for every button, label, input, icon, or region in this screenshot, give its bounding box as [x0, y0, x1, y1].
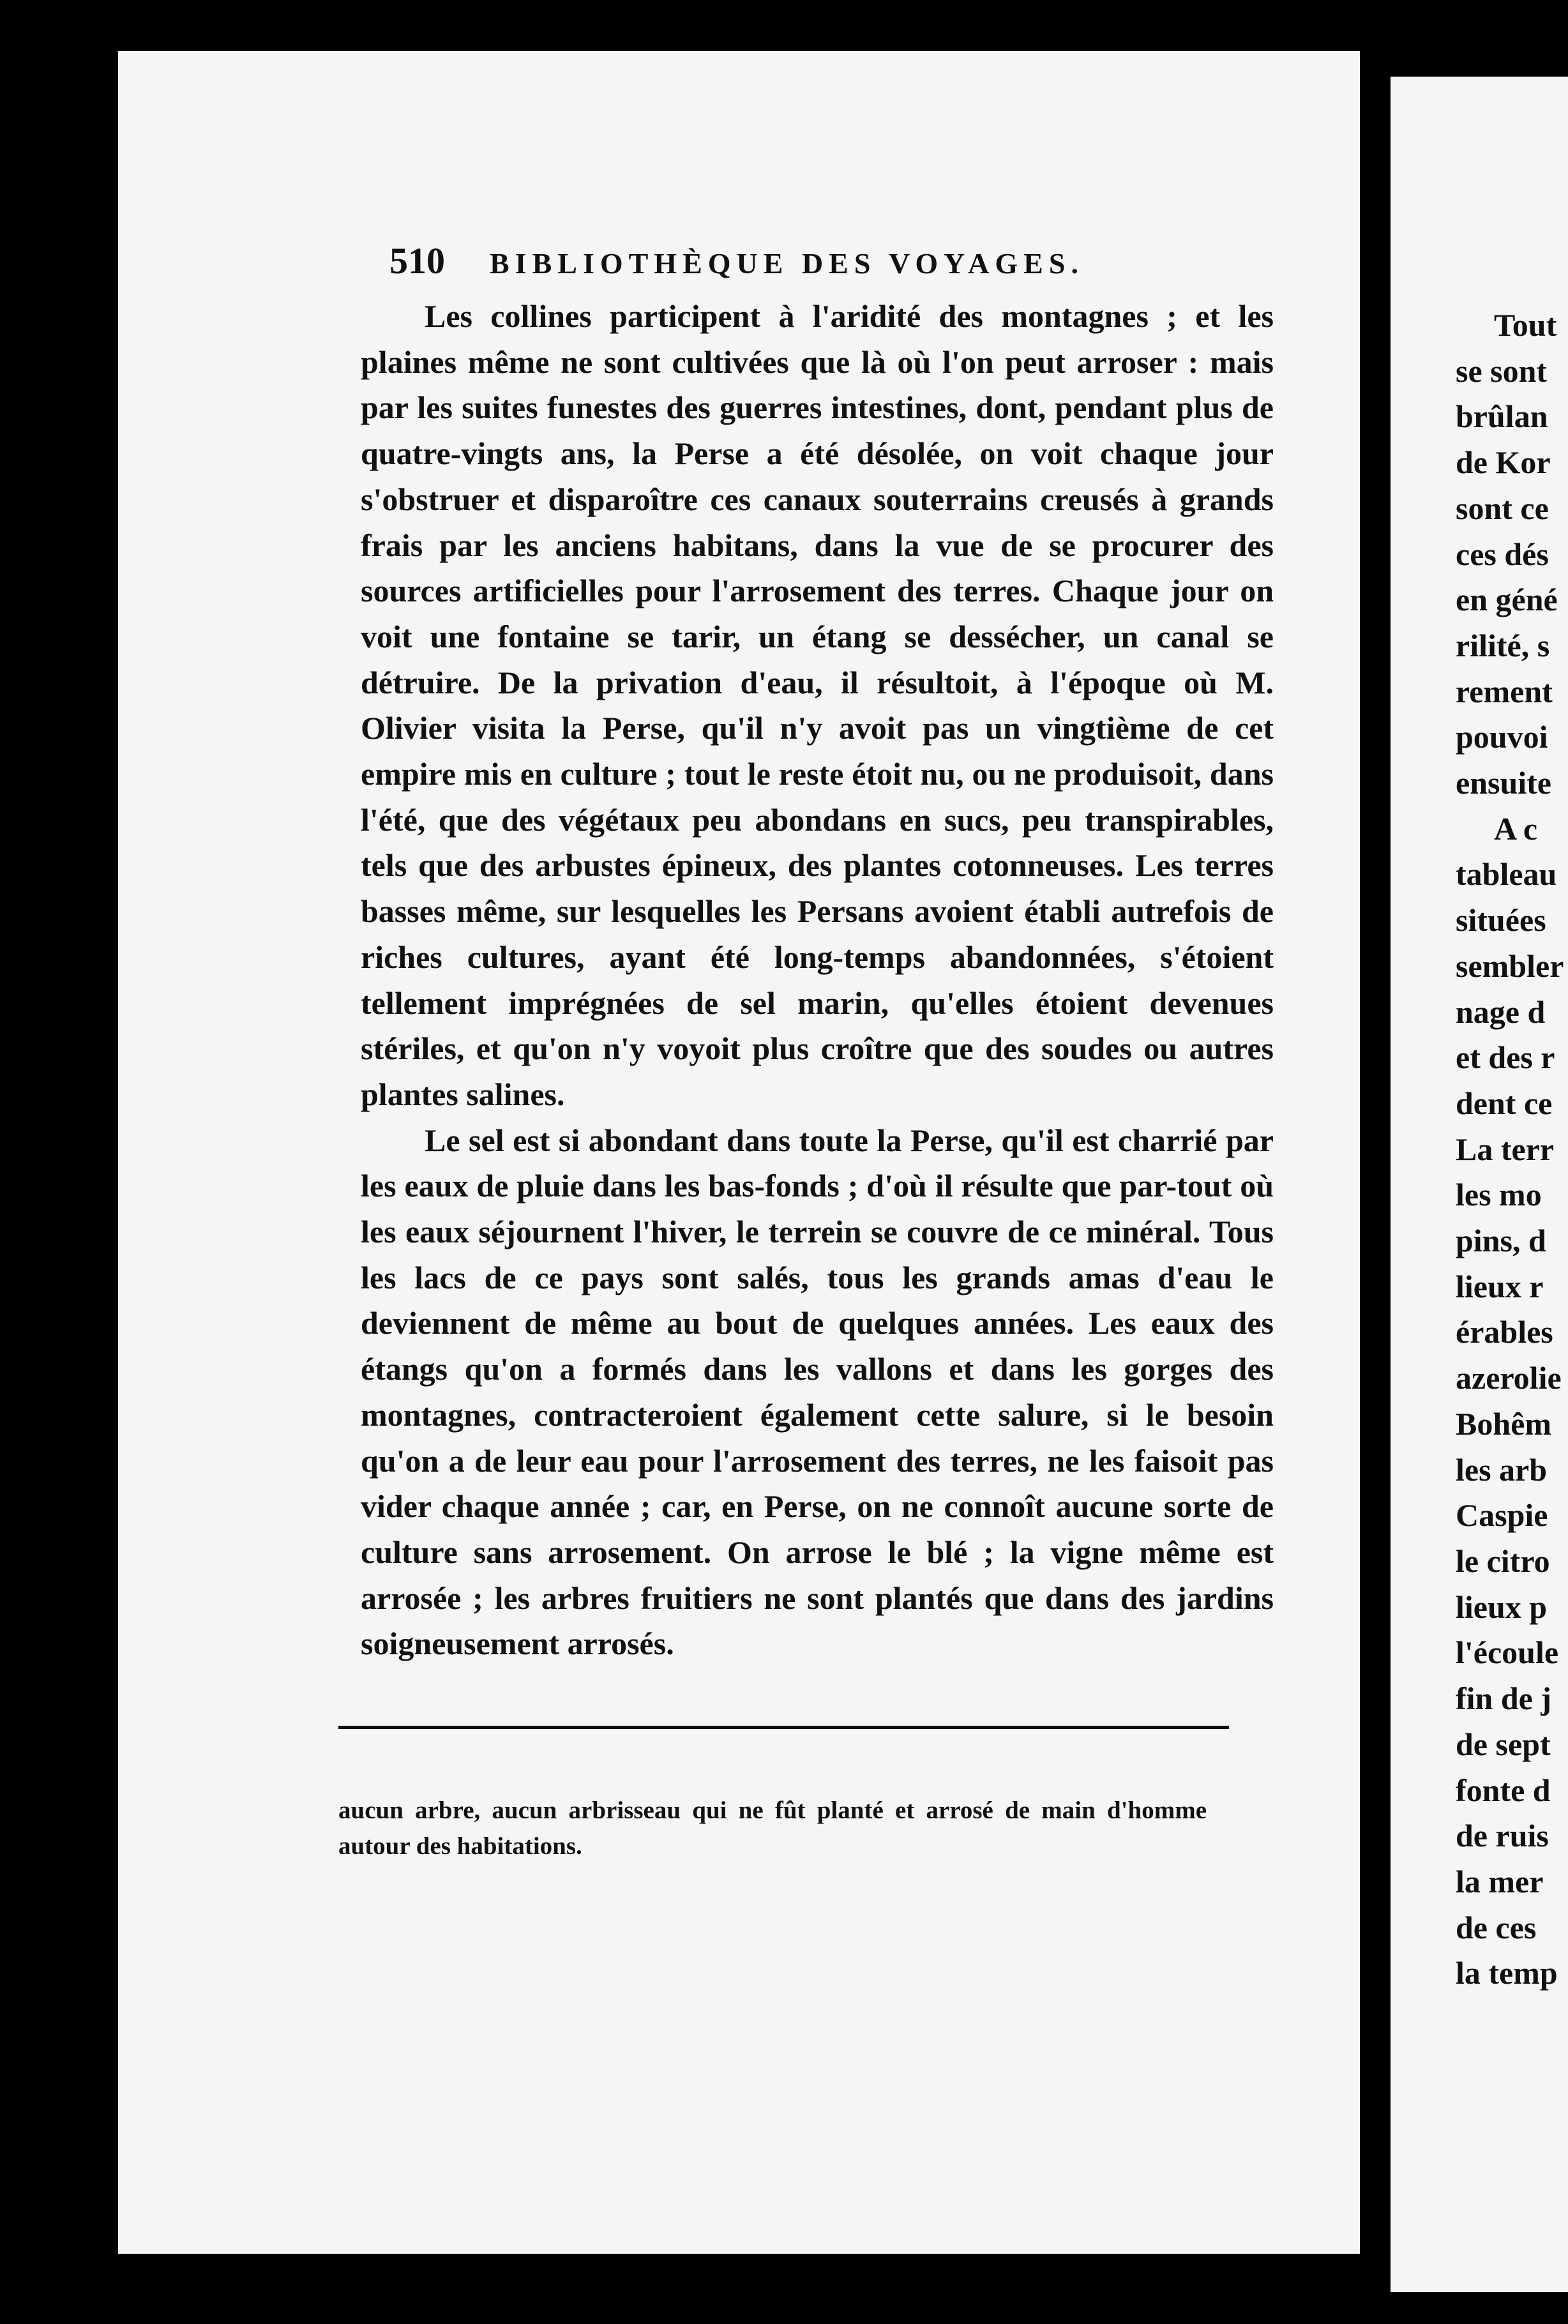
line-fragment: Caspie	[1456, 1497, 1548, 1534]
footnote	[338, 1793, 1207, 1864]
line-fragment: se sont	[1456, 352, 1548, 389]
line-fragment: nage d	[1456, 993, 1546, 1030]
line-fragment: azerolie	[1456, 1360, 1562, 1396]
line-fragment: et des r	[1456, 1039, 1555, 1076]
main-text	[361, 294, 1274, 1667]
line-fragment: de sept	[1456, 1726, 1551, 1762]
line-fragment: La terr	[1456, 1131, 1555, 1167]
line-fragment: lieux r	[1456, 1268, 1544, 1304]
line-fragment: les arb	[1456, 1451, 1548, 1488]
line-fragment: ensuite	[1456, 765, 1551, 801]
line-fragment: fonte d	[1456, 1772, 1551, 1808]
line-fragment: en géné	[1456, 582, 1558, 618]
line-fragment: la mer	[1456, 1863, 1544, 1899]
line-fragment: pouvoi	[1456, 719, 1548, 755]
line-fragment: la temp	[1456, 1955, 1558, 1991]
footnote-rule	[338, 1726, 1229, 1729]
line-fragment: de ces	[1456, 1909, 1537, 1945]
line-fragment: pins, d	[1456, 1223, 1546, 1259]
book-gutter	[1360, 0, 1391, 2324]
paragraph: Les collines participent à l'aridité des montagnes ; et les plaines même ne sont cultivées que là où l'on peut arroser : mais par les suites funestes des guerres intestines, dont, pendant plus de quatre-vingts ans, la Perse a été désolée, on voit chaque jour s'obstruer et disparoître ces canaux souterrains creusés à grands frais par les anciens habitans, dans la vue de se procurer des sources artificielles pour l'arrosement des terres. Chaque jour on voit une fontaine se tarir, un étang se dessécher, un canal se détruire. De la privation d'eau, il résultoit, à l'époque où M. Olivier visita la Perse, qu'il n'y avoit pas un vingtième de cet empire mis en culture ; tout le reste étoit nu, ou ne produisoit, dans l'été, que des végétaux peu abondans en sucs, peu transpirables, tels que des arbustes épineux, des plantes cotonneuses. Les terres basses même, sur lesquelles les Persans avoient établi autrefois de riches cultures, ayant été long-temps abandonnées, s'étoient tellement imprégnées de sel marin, qu'elles étoient devenues stériles, et qu'on n'y voyoit plus croître que des soudes ou autres plantes salines.	[361, 298, 1274, 1112]
line-fragment: dent ce	[1456, 1085, 1553, 1121]
line-fragment: Tout	[1494, 307, 1557, 343]
line-fragment: situées	[1456, 902, 1546, 939]
line-fragment: fin de j	[1456, 1680, 1551, 1717]
line-fragment: A c	[1494, 810, 1538, 847]
page-number: 510	[389, 240, 445, 282]
line-fragment: tableau	[1456, 856, 1557, 893]
running-title: BIBLIOTHÈQUE DES VOYAGES.	[490, 247, 1084, 280]
line-fragment: de ruis	[1456, 1818, 1549, 1854]
line-fragment: rement	[1456, 673, 1553, 709]
paragraph: Le sel est si abondant dans toute la Perse, qu'il est charrié par les eaux de pluie dans les bas-fonds ; d'où il résulte que par-tout où les eaux séjournent l'hiver, le terrein se couvre de ce minéral. Tous les lacs de ce pays sont salés, tous les grands amas d'eau le deviennent de même au bout de quelques années. Les eaux des étangs qu'on a formés dans les vallons et dans les gorges des montagnes, contracteroient également cette salure, si le besoin qu'on a de leur eau pour l'arrosement des terres, ne les faisoit pas vider chaque année ; car, en Perse, on ne connoît aucune sorte de culture sans arrosement. On arrose le blé ; la vigne même est arrosée ; les arbres fruitiers ne sont plantés que dans des jardins soigneusement arrosés.	[361, 1122, 1274, 1662]
line-fragment: rilité, s	[1456, 627, 1550, 663]
running-head	[389, 239, 1181, 282]
footnote-text: aucun arbre, aucun arbrisseau qui ne fût planté et arrosé de main d'homme autour des habitations.	[338, 1797, 1207, 1860]
line-fragment: sembler	[1456, 947, 1564, 984]
line-fragment: lieux p	[1456, 1588, 1548, 1625]
line-fragment: érables	[1456, 1314, 1553, 1350]
line-fragment: brûlan	[1456, 398, 1548, 435]
line-fragment: les mo	[1456, 1177, 1542, 1213]
line-fragment: sont ce	[1456, 490, 1549, 526]
line-fragment: ces dés	[1456, 536, 1549, 572]
right-page-text	[1456, 303, 1568, 1996]
line-fragment: Bohêm	[1456, 1405, 1551, 1442]
line-fragment: le citro	[1456, 1543, 1550, 1579]
line-fragment: l'écoule	[1456, 1634, 1559, 1671]
line-fragment: de Kor	[1456, 444, 1551, 481]
